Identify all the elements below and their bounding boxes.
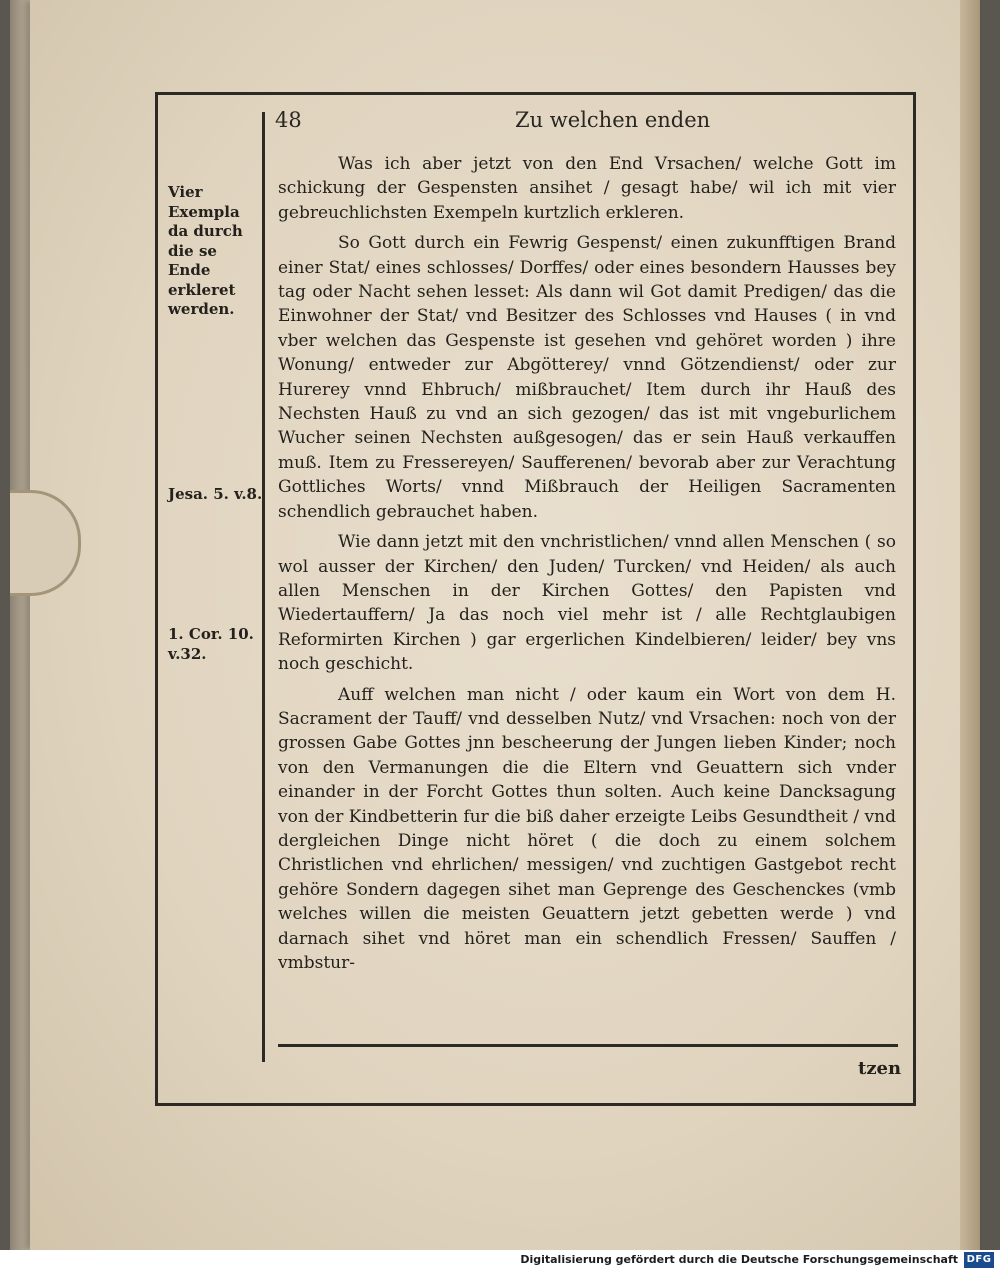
- dfg-logo[interactable]: DFG: [964, 1252, 994, 1268]
- bottom-text-rule: [278, 1044, 898, 1047]
- paragraph: So Gott durch ein Fewrig Gespenst/ einen zukunfftigen Brand einer Stat/ eines schlosses/ Dorffes/ oder eines besondern Hausses bey tag oder Nacht sehen lesset: Als dann wil Got damit Predigen/ das die Einwohner der Stat/ vnd Besitzer des Schlosses vnd Hauses ( in vnd vber welchen das Gespenste ist gesehen vnd gehöret worden ) ihre Wonung/ entweder zur Abgötterey/ vnnd Götzendienst/ oder zur Hurerey vnnd Ehbruch/ mißbrauchet/ Item durch ihr Hauß des Nechsten Hauß zu vnd an sich gezogen/ das ist mit vngeburlichem Wucher seinen Nechsten außgesogen/ das er sein Hauß verkauffen muß. Item zu Fressereyen/ Saufferenen/ bevorab aber zur Verachtung Gottliches Worts/ vnnd Mißbrauch der Heiligen Sacramenten schendlich gebrauchet haben.: [278, 233, 896, 522]
- digitization-credit-bar: [0, 1250, 1000, 1272]
- margin-note: 1. Cor. 10. v.32.: [168, 625, 254, 663]
- margin-note: Jesa. 5. v.8.: [168, 485, 263, 503]
- paragraph: Auff welchen man nicht / oder kaum ein Wort von dem H. Sacrament der Tauff/ vnd desselben Nutz/ vnd Vrsachen: noch von der grossen Gabe Gottes jnn bescheerung der Jungen lieben Kinder; noch von den Vermanungen die die Eltern vnd Geuattern sich vnder einander in der Forcht Gottes thun solten. Auch keine Dancksagung von der Kindbetterin fur die biß daher erzeigte Leibs Gesundtheit / vnd dergleichen Dinge nicht höret ( die doch zu einem solchem Christlichen vnd ehrlichen/ messigen/ vnd zuchtigen Gastgebot recht gehöre Sondern dagegen sihet man Geprenge des Geschenckes (vmb welches willen die meisten Geuattern jetzt gebetten werde ) vnd darnach sihet vnd höret man ein schendlich Fressen/ Sauffen / vmbstur-: [278, 684, 896, 973]
- paragraph: Was ich aber jetzt von den End Vrsachen/ welche Gott im schickung der Gespensten ansihet / gesagt habe/ wil ich mit vier gebreuchlichsten Exempeln kurtzlich erkleren.: [278, 154, 896, 223]
- paragraph: Wie dann jetzt mit den vnchristlichen/ vnnd allen Menschen ( so wol ausser der Kirchen/ den Juden/ Turcken/ vnd Heiden/ als auch allen Menschen in der Kirchen Gottes/ den Papisten vnd Wiedertauffern/ Ja das noch viel mehr ist / alle Rechtglaubigen Reformirten Kirchen ) gar ergerlichen Kindelbieren/ leider/ bey vns noch geschicht.: [278, 532, 896, 675]
- running-head: Zu welchen enden: [515, 108, 711, 132]
- credit-text[interactable]: Digitalisierung gefördert durch die Deutsche Forschungsgemeinschaft: [520, 1253, 958, 1266]
- page-spine-shadow: [960, 0, 980, 1250]
- catchword: tzen: [858, 1058, 902, 1079]
- page-header: [275, 104, 900, 140]
- page-number: 48: [275, 108, 302, 132]
- margin-note: Vier Exempla da durch die se Ende erkleret werden.: [168, 183, 243, 318]
- main-text-body: [278, 152, 896, 981]
